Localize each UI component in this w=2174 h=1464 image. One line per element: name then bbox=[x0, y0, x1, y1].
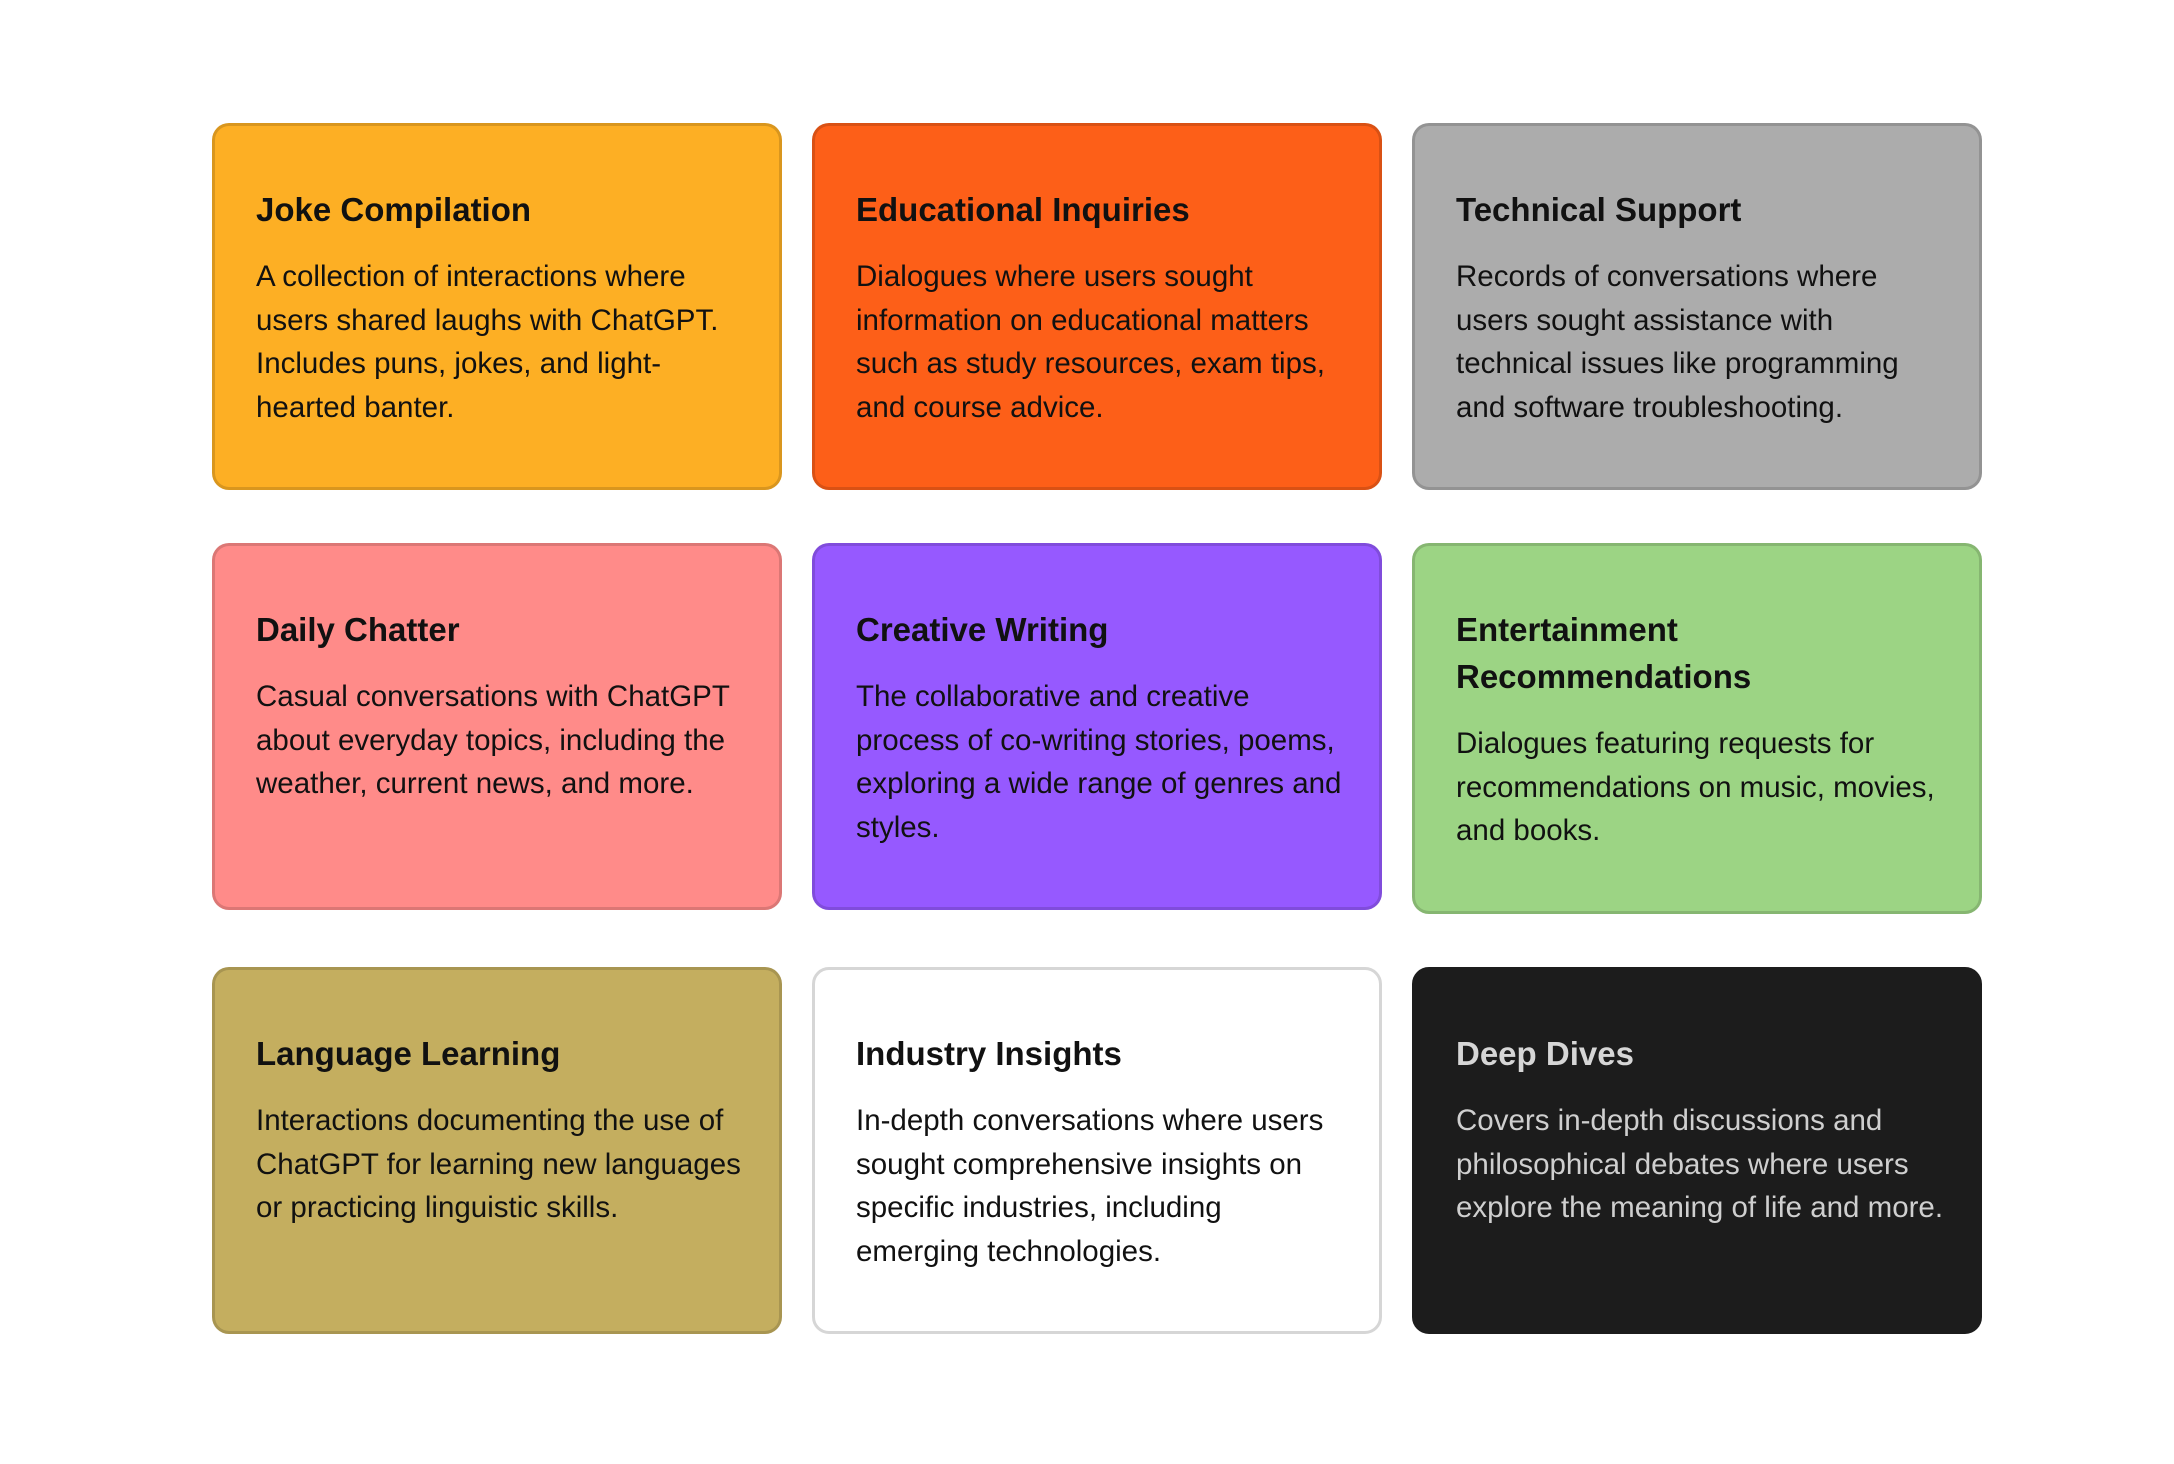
card-deep-dives[interactable] bbox=[1412, 967, 1982, 1334]
card-title: Deep Dives bbox=[1456, 1035, 1634, 1072]
card-title: Technical Support bbox=[1456, 191, 1742, 228]
card-description: Covers in-depth discussions and philosophical debates where users explore the meaning of life and more. bbox=[1456, 1104, 1944, 1224]
card-educational-inquiries[interactable] bbox=[812, 123, 1382, 490]
card-description: Dialogues where users sought information on educational matters such as study resources, exam tips, and course advice. bbox=[856, 260, 1325, 424]
card-description: Casual conversations with ChatGPT about everyday topics, including the weather, current news, and more. bbox=[256, 680, 730, 800]
card-title: Joke Compilation bbox=[256, 191, 532, 228]
card-title: Educational Inquiries bbox=[856, 191, 1190, 228]
card-daily-chatter[interactable] bbox=[212, 543, 782, 910]
card-description: Dialogues featuring requests for recommendations on music, movies, and books. bbox=[1456, 727, 1935, 847]
card-joke-compilation[interactable] bbox=[212, 123, 782, 490]
card-entertainment-recommendations[interactable] bbox=[1412, 543, 1982, 914]
card-language-learning[interactable] bbox=[212, 967, 782, 1334]
card-technical-support[interactable] bbox=[1412, 123, 1982, 490]
card-description: In-depth conversations where users sought comprehensive insights on specific industries, including emerging technologies. bbox=[856, 1104, 1324, 1268]
card-title: Language Learning bbox=[256, 1035, 561, 1072]
card-description: A collection of interactions where users shared laughs with ChatGPT. Includes puns, jokes, and light-hearted banter. bbox=[256, 260, 719, 424]
card-industry-insights[interactable] bbox=[812, 967, 1382, 1334]
card-creative-writing[interactable] bbox=[812, 543, 1382, 910]
category-card-grid bbox=[212, 123, 1982, 1334]
card-title: Creative Writing bbox=[856, 611, 1109, 648]
card-description: The collaborative and creative process of co-writing stories, poems, exploring a wide range of genres and styles. bbox=[856, 680, 1342, 844]
card-title: Daily Chatter bbox=[256, 611, 460, 648]
card-title: Entertainment Recommendations bbox=[1456, 611, 1752, 695]
card-title: Industry Insights bbox=[856, 1035, 1122, 1072]
card-description: Records of conversations where users sought assistance with technical issues like programming and software troubleshooting. bbox=[1456, 260, 1899, 424]
card-description: Interactions documenting the use of ChatGPT for learning new languages or practicing linguistic skills. bbox=[256, 1104, 741, 1224]
